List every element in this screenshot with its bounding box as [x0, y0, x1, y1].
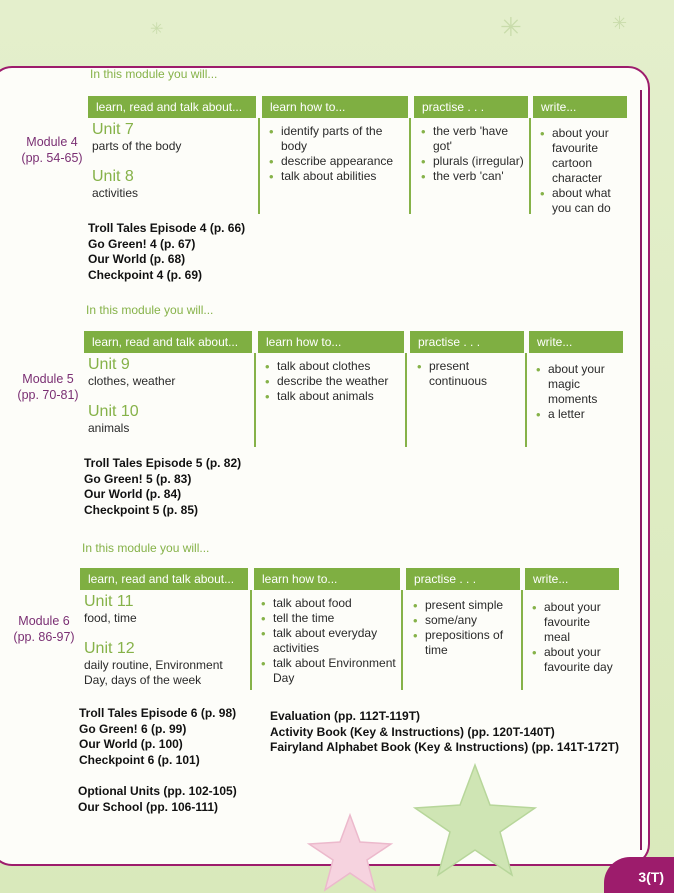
list-item: • talk about food	[258, 596, 398, 611]
list-item: • some/any	[410, 613, 520, 628]
extra-item: Checkpoint 6 (p. 101)	[79, 752, 200, 767]
extra-item: Go Green! 5 (p. 83)	[84, 471, 192, 486]
module-label	[10, 134, 94, 166]
list-item: • describe appearance	[266, 154, 404, 169]
list-item: • about what you can do	[537, 186, 627, 216]
extra-item: Evaluation (pp. 112T-119T)	[270, 709, 421, 723]
list-item: • about your favourite meal	[529, 600, 619, 645]
unit-title: Unit 9	[88, 356, 130, 373]
page-edge	[640, 90, 642, 850]
column-divider	[258, 118, 260, 214]
list-item: • plurals (irregular)	[418, 154, 528, 169]
list-item: • tell the time	[258, 611, 398, 626]
unit-desc: clothes, weather	[88, 374, 176, 388]
column-divider	[409, 118, 411, 214]
extra-item: Fairyland Alphabet Book (Key & Instructions) (pp. 141T-172T)	[270, 740, 619, 754]
extra-item: Checkpoint 5 (p. 85)	[84, 502, 199, 517]
learn-how-column	[266, 124, 404, 184]
list-item: • about your magic moments	[533, 362, 623, 407]
column-header-learn-how: learn how to...	[254, 568, 400, 590]
list-item: • present simple	[410, 598, 520, 613]
write-column	[533, 362, 623, 422]
module-label	[2, 613, 86, 645]
star-icon	[305, 812, 395, 892]
module-pages: (pp. 70-81)	[17, 388, 79, 402]
sparkle-icon: ✳	[612, 13, 628, 33]
learn-how-column	[258, 596, 398, 686]
unit-title: Unit 10	[88, 403, 139, 420]
column-divider	[521, 590, 523, 690]
list-item: • talk about Environment Day	[258, 656, 398, 686]
list-item: • about your favourite day	[529, 645, 619, 675]
unit-title: Unit 11	[84, 593, 134, 610]
write-column	[537, 126, 627, 216]
extra-item: Checkpoint 4 (p. 69)	[88, 267, 203, 282]
module-label	[6, 371, 90, 403]
column-divider	[250, 590, 252, 690]
learn-how-column	[262, 359, 402, 404]
list-item: • talk about everyday activities	[258, 626, 398, 656]
module-pages: (pp. 86-97)	[13, 630, 75, 644]
list-item: • the verb 'can'	[418, 169, 528, 184]
extra-item: Our World (p. 84)	[84, 487, 182, 501]
unit-title: Unit 12	[84, 640, 135, 657]
list-item: • prepositions of time	[410, 628, 520, 658]
unit-title: Unit 8	[92, 168, 134, 185]
column-divider	[529, 118, 531, 214]
extra-item: Our World (p. 68)	[88, 252, 186, 266]
list-item: • talk about clothes	[262, 359, 402, 374]
extra-item: Our School (pp. 106-111)	[78, 799, 219, 814]
extra-item: Our World (p. 100)	[79, 737, 183, 751]
learn-column	[84, 592, 244, 701]
extra-item: Troll Tales Episode 5 (p. 82)	[84, 456, 242, 470]
write-column	[529, 600, 619, 675]
list-item: • about your favourite cartoon character	[537, 126, 627, 186]
column-header-learn: learn, read and talk about...	[84, 331, 252, 353]
module-title: Module 6	[18, 614, 70, 628]
extra-item: Troll Tales Episode 6 (p. 98)	[79, 706, 237, 720]
unit-desc: daily routine, Environment Day, days of the week	[84, 658, 223, 687]
module-title: Module 5	[22, 372, 74, 386]
column-header-practise: practise . . .	[414, 96, 528, 118]
column-divider	[254, 353, 256, 447]
unit-title: Unit 7	[92, 121, 134, 138]
extra-item: Go Green! 4 (p. 67)	[88, 236, 196, 251]
unit-desc: food, time	[84, 611, 137, 625]
extra-item: Optional Units (pp. 102-105)	[78, 784, 237, 798]
column-header-learn-how: learn how to...	[258, 331, 404, 353]
list-item: • the verb 'have got'	[418, 124, 528, 154]
column-header-practise: practise . . .	[410, 331, 524, 353]
list-item: • describe the weather	[262, 374, 402, 389]
module-title: Module 4	[26, 135, 78, 149]
column-header-write: write...	[525, 568, 619, 590]
sparkle-icon: ✳	[150, 21, 164, 38]
module-pages: (pp. 54-65)	[21, 151, 83, 165]
unit-desc: animals	[88, 421, 130, 435]
practise-column	[414, 359, 524, 389]
extra-item: Go Green! 6 (p. 99)	[79, 721, 187, 736]
module-intro: In this module you will...	[82, 541, 210, 555]
column-header-write: write...	[533, 96, 627, 118]
column-header-write: write...	[529, 331, 623, 353]
module-extras	[84, 456, 241, 518]
practise-column	[410, 598, 520, 658]
unit-desc: activities	[92, 186, 139, 200]
column-divider	[405, 353, 407, 447]
learn-column	[92, 120, 252, 214]
practise-column	[418, 124, 528, 184]
learn-column	[88, 355, 248, 449]
list-item: • talk about animals	[262, 389, 402, 404]
list-item: • a letter	[533, 407, 623, 422]
extra-item: Troll Tales Episode 4 (p. 66)	[88, 221, 246, 235]
column-header-practise: practise . . .	[406, 568, 520, 590]
extras-right	[270, 709, 619, 756]
list-item: • present continuous	[414, 359, 524, 389]
extra-item: Activity Book (Key & Instructions) (pp. 120T-140T)	[270, 724, 555, 739]
module-intro: In this module you will...	[86, 303, 214, 317]
unit-desc: parts of the body	[92, 139, 182, 153]
optional-units	[78, 784, 237, 815]
sparkle-icon: ✳	[500, 12, 522, 42]
module-extras	[79, 706, 236, 768]
column-divider	[525, 353, 527, 447]
column-divider	[401, 590, 403, 690]
column-header-learn: learn, read and talk about...	[88, 96, 256, 118]
column-header-learn: learn, read and talk about...	[80, 568, 248, 590]
page-number: 3(T)	[604, 857, 674, 893]
list-item: • talk about abilities	[266, 169, 404, 184]
module-intro: In this module you will...	[90, 67, 218, 81]
column-header-learn-how: learn how to...	[262, 96, 408, 118]
star-icon	[410, 760, 540, 880]
list-item: • identify parts of the body	[266, 124, 404, 154]
module-extras	[88, 221, 245, 283]
